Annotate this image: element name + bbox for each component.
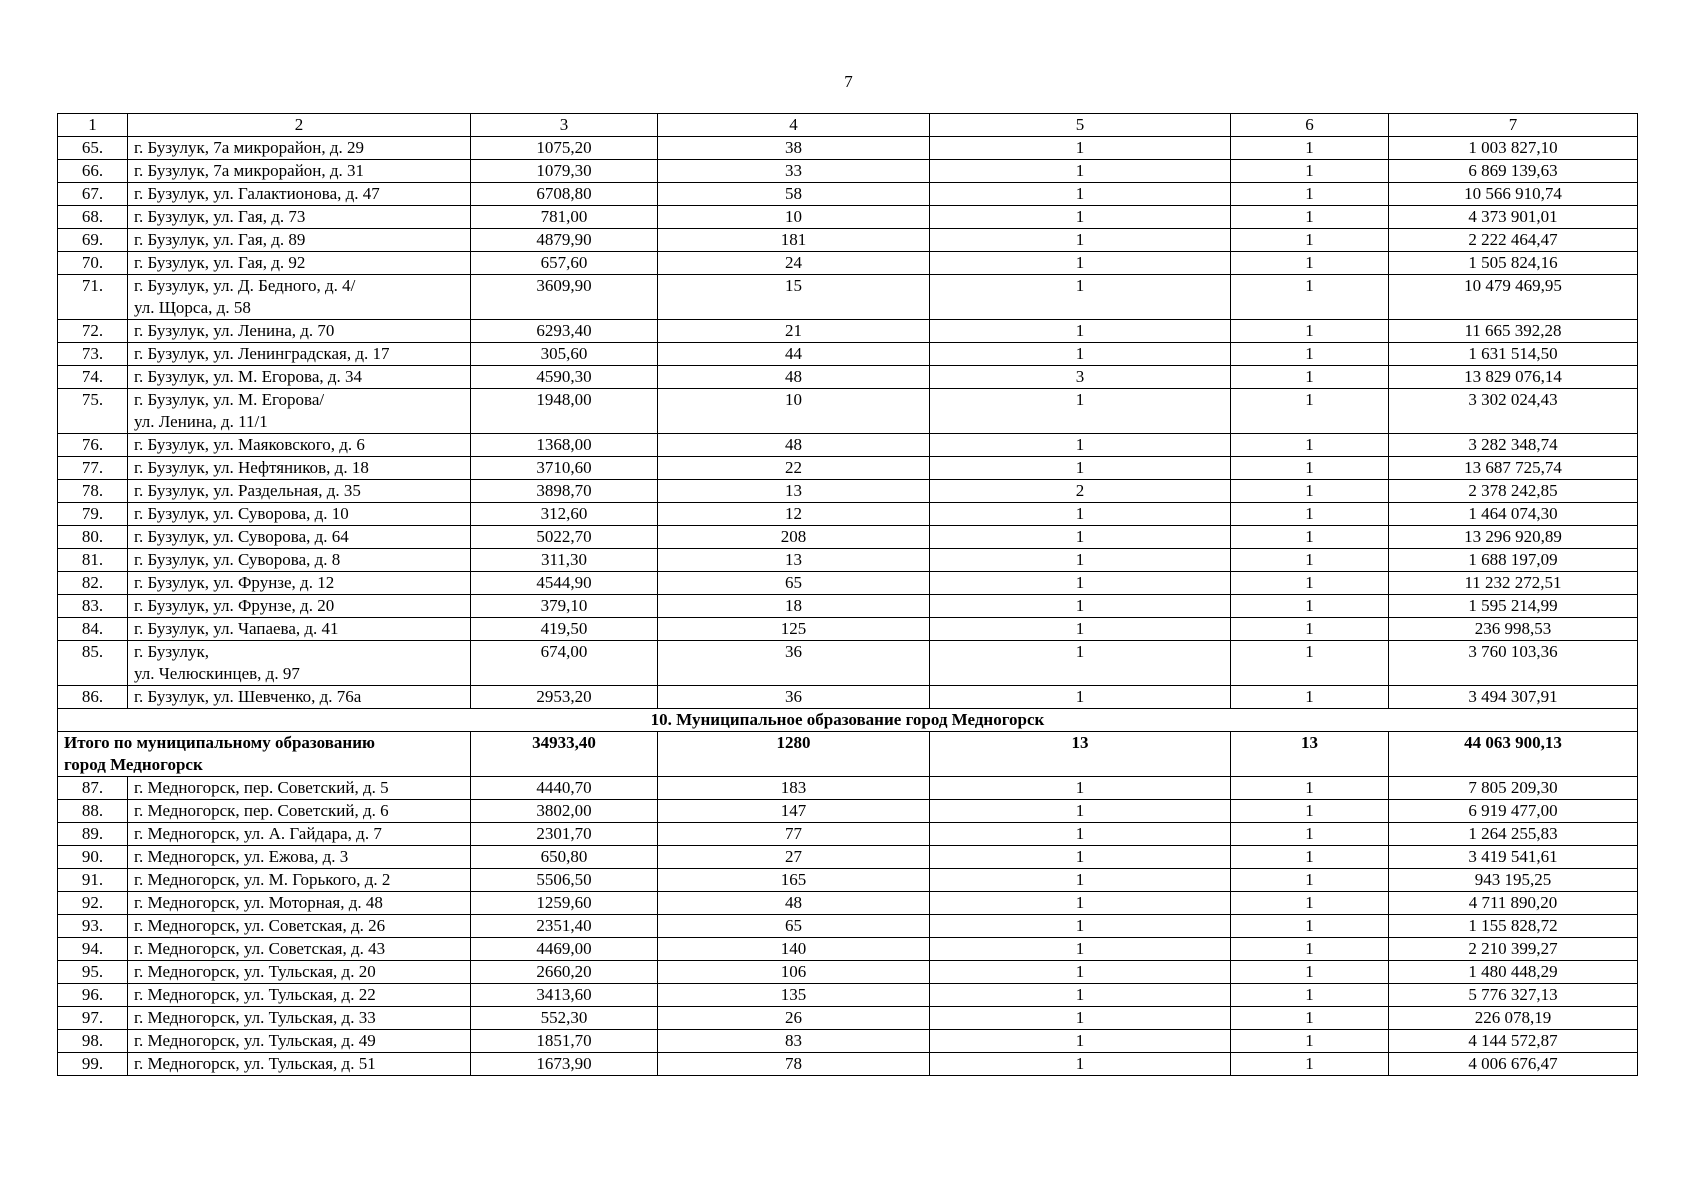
cost-cell: 3 494 307,91 xyxy=(1389,686,1638,709)
cost-cell: 7 805 209,30 xyxy=(1389,777,1638,800)
table-row xyxy=(58,846,1638,869)
address-cell: г. Медногорск, пер. Советский, д. 6 xyxy=(128,800,471,823)
total-row xyxy=(58,732,1638,777)
column-5-cell: 1 xyxy=(930,389,1231,434)
row-number: 72. xyxy=(58,320,128,343)
column-5-cell: 2 xyxy=(930,480,1231,503)
column-6-cell: 1 xyxy=(1231,938,1389,961)
area-cell: 1948,00 xyxy=(471,389,658,434)
column-6-cell: 1 xyxy=(1231,686,1389,709)
address-cell: г. Медногорск, пер. Советский, д. 5 xyxy=(128,777,471,800)
column-5-cell: 1 xyxy=(930,275,1231,320)
row-number: 85. xyxy=(58,641,128,686)
address-cell: г. Медногорск, ул. Тульская, д. 33 xyxy=(128,1007,471,1030)
row-number: 80. xyxy=(58,526,128,549)
cost-cell: 11 665 392,28 xyxy=(1389,320,1638,343)
column-5-cell: 1 xyxy=(930,503,1231,526)
column-5-cell: 1 xyxy=(930,183,1231,206)
table-row xyxy=(58,984,1638,1007)
row-number: 81. xyxy=(58,549,128,572)
area-cell: 2301,70 xyxy=(471,823,658,846)
area-cell: 2351,40 xyxy=(471,915,658,938)
table-row xyxy=(58,1030,1638,1053)
address-cell: г. Медногорск, ул. Тульская, д. 20 xyxy=(128,961,471,984)
address-cell: г. Бузулук, ул. Д. Бедного, д. 4/ ул. Щорса, д. 58 xyxy=(128,275,471,320)
area-cell: 4440,70 xyxy=(471,777,658,800)
area-cell: 6293,40 xyxy=(471,320,658,343)
column-5-cell: 1 xyxy=(930,320,1231,343)
cost-cell: 1 480 448,29 xyxy=(1389,961,1638,984)
address-cell: г. Бузулук, ул. Раздельная, д. 35 xyxy=(128,480,471,503)
column-6-cell: 1 xyxy=(1231,206,1389,229)
area-cell: 311,30 xyxy=(471,549,658,572)
table-row xyxy=(58,343,1638,366)
cost-cell: 236 998,53 xyxy=(1389,618,1638,641)
address-cell: г. Медногорск, ул. Моторная, д. 48 xyxy=(128,892,471,915)
area-cell: 2953,20 xyxy=(471,686,658,709)
table-row xyxy=(58,366,1638,389)
area-cell: 4879,90 xyxy=(471,229,658,252)
cost-cell: 943 195,25 xyxy=(1389,869,1638,892)
row-number: 65. xyxy=(58,137,128,160)
address-cell: г. Медногорск, ул. Советская, д. 26 xyxy=(128,915,471,938)
residents-cell: 208 xyxy=(658,526,930,549)
residents-cell: 15 xyxy=(658,275,930,320)
column-5-cell: 1 xyxy=(930,434,1231,457)
column-6-cell: 1 xyxy=(1231,1053,1389,1076)
row-number: 75. xyxy=(58,389,128,434)
table-row xyxy=(58,480,1638,503)
address-cell: г. Медногорск, ул. М. Горького, д. 2 xyxy=(128,869,471,892)
area-cell: 781,00 xyxy=(471,206,658,229)
cost-cell: 3 760 103,36 xyxy=(1389,641,1638,686)
row-number: 95. xyxy=(58,961,128,984)
residents-cell: 181 xyxy=(658,229,930,252)
area-cell: 1673,90 xyxy=(471,1053,658,1076)
residents-cell: 77 xyxy=(658,823,930,846)
row-number: 99. xyxy=(58,1053,128,1076)
row-number: 71. xyxy=(58,275,128,320)
table-row xyxy=(58,252,1638,275)
address-cell: г. Бузулук, ул. Суворова, д. 8 xyxy=(128,549,471,572)
total-cost: 44 063 900,13 xyxy=(1389,732,1638,777)
cost-cell: 6 919 477,00 xyxy=(1389,800,1638,823)
address-cell: г. Медногорск, ул. А. Гайдара, д. 7 xyxy=(128,823,471,846)
residents-cell: 26 xyxy=(658,1007,930,1030)
total-column-6: 13 xyxy=(1231,732,1389,777)
table-row xyxy=(58,160,1638,183)
residents-cell: 65 xyxy=(658,915,930,938)
column-6-cell: 1 xyxy=(1231,503,1389,526)
column-6-cell: 1 xyxy=(1231,160,1389,183)
residents-cell: 125 xyxy=(658,618,930,641)
column-5-cell: 1 xyxy=(930,869,1231,892)
residents-cell: 78 xyxy=(658,1053,930,1076)
column-6-cell: 1 xyxy=(1231,641,1389,686)
row-number: 82. xyxy=(58,572,128,595)
column-6-cell: 1 xyxy=(1231,526,1389,549)
row-number: 77. xyxy=(58,457,128,480)
column-5-cell: 1 xyxy=(930,206,1231,229)
table-row xyxy=(58,1007,1638,1030)
table-row xyxy=(58,892,1638,915)
residents-cell: 44 xyxy=(658,343,930,366)
area-cell: 6708,80 xyxy=(471,183,658,206)
row-number: 70. xyxy=(58,252,128,275)
column-5-cell: 1 xyxy=(930,526,1231,549)
column-6-cell: 1 xyxy=(1231,549,1389,572)
address-cell: г. Бузулук, ул. Гая, д. 73 xyxy=(128,206,471,229)
column-number-row xyxy=(58,114,1638,137)
residents-cell: 18 xyxy=(658,595,930,618)
residents-cell: 10 xyxy=(658,206,930,229)
address-cell: г. Бузулук, 7а микрорайон, д. 29 xyxy=(128,137,471,160)
section-title-row xyxy=(58,709,1638,732)
row-number: 78. xyxy=(58,480,128,503)
residents-cell: 27 xyxy=(658,846,930,869)
column-header: 7 xyxy=(1389,114,1638,137)
column-5-cell: 1 xyxy=(930,892,1231,915)
table-row xyxy=(58,503,1638,526)
residents-cell: 36 xyxy=(658,641,930,686)
address-cell: г. Бузулук, ул. Гая, д. 89 xyxy=(128,229,471,252)
address-cell: г. Бузулук, ул. Суворова, д. 64 xyxy=(128,526,471,549)
area-cell: 5506,50 xyxy=(471,869,658,892)
column-5-cell: 1 xyxy=(930,160,1231,183)
cost-cell: 10 479 469,95 xyxy=(1389,275,1638,320)
cost-cell: 3 302 024,43 xyxy=(1389,389,1638,434)
address-cell: г. Бузулук, ул. Челюскинцев, д. 97 xyxy=(128,641,471,686)
address-cell: г. Бузулук, ул. Маяковского, д. 6 xyxy=(128,434,471,457)
column-6-cell: 1 xyxy=(1231,869,1389,892)
table-row xyxy=(58,572,1638,595)
area-cell: 674,00 xyxy=(471,641,658,686)
column-5-cell: 1 xyxy=(930,938,1231,961)
column-6-cell: 1 xyxy=(1231,846,1389,869)
area-cell: 1075,20 xyxy=(471,137,658,160)
column-header: 2 xyxy=(128,114,471,137)
column-6-cell: 1 xyxy=(1231,366,1389,389)
address-cell: г. Медногорск, ул. Тульская, д. 49 xyxy=(128,1030,471,1053)
column-5-cell: 1 xyxy=(930,343,1231,366)
address-cell: г. Медногорск, ул. Тульская, д. 22 xyxy=(128,984,471,1007)
area-cell: 657,60 xyxy=(471,252,658,275)
area-cell: 1079,30 xyxy=(471,160,658,183)
area-cell: 3802,00 xyxy=(471,800,658,823)
row-number: 66. xyxy=(58,160,128,183)
table-row xyxy=(58,434,1638,457)
cost-cell: 3 282 348,74 xyxy=(1389,434,1638,457)
residents-cell: 24 xyxy=(658,252,930,275)
table-row xyxy=(58,526,1638,549)
column-6-cell: 1 xyxy=(1231,275,1389,320)
table-row xyxy=(58,800,1638,823)
cost-cell: 4 373 901,01 xyxy=(1389,206,1638,229)
residents-cell: 165 xyxy=(658,869,930,892)
row-number: 90. xyxy=(58,846,128,869)
address-cell: г. Бузулук, ул. Шевченко, д. 76а xyxy=(128,686,471,709)
cost-cell: 10 566 910,74 xyxy=(1389,183,1638,206)
column-header: 6 xyxy=(1231,114,1389,137)
table-row xyxy=(58,137,1638,160)
area-cell: 379,10 xyxy=(471,595,658,618)
column-6-cell: 1 xyxy=(1231,457,1389,480)
area-cell: 552,30 xyxy=(471,1007,658,1030)
area-cell: 3710,60 xyxy=(471,457,658,480)
row-number: 73. xyxy=(58,343,128,366)
residents-cell: 13 xyxy=(658,549,930,572)
column-5-cell: 1 xyxy=(930,800,1231,823)
cost-cell: 1 505 824,16 xyxy=(1389,252,1638,275)
row-number: 97. xyxy=(58,1007,128,1030)
column-5-cell: 1 xyxy=(930,846,1231,869)
address-cell: г. Бузулук, ул. Чапаева, д. 41 xyxy=(128,618,471,641)
residents-cell: 65 xyxy=(658,572,930,595)
residents-cell: 22 xyxy=(658,457,930,480)
column-6-cell: 1 xyxy=(1231,892,1389,915)
row-number: 69. xyxy=(58,229,128,252)
column-6-cell: 1 xyxy=(1231,389,1389,434)
residents-cell: 33 xyxy=(658,160,930,183)
column-5-cell: 1 xyxy=(930,961,1231,984)
total-residents: 1280 xyxy=(658,732,930,777)
column-5-cell: 1 xyxy=(930,984,1231,1007)
cost-cell: 4 711 890,20 xyxy=(1389,892,1638,915)
column-6-cell: 1 xyxy=(1231,961,1389,984)
residents-cell: 38 xyxy=(658,137,930,160)
area-cell: 2660,20 xyxy=(471,961,658,984)
cost-cell: 2 210 399,27 xyxy=(1389,938,1638,961)
column-5-cell: 1 xyxy=(930,595,1231,618)
row-number: 92. xyxy=(58,892,128,915)
row-number: 74. xyxy=(58,366,128,389)
total-column-5: 13 xyxy=(930,732,1231,777)
column-5-cell: 1 xyxy=(930,457,1231,480)
row-number: 76. xyxy=(58,434,128,457)
table-row xyxy=(58,618,1638,641)
table-row xyxy=(58,686,1638,709)
column-6-cell: 1 xyxy=(1231,800,1389,823)
area-cell: 5022,70 xyxy=(471,526,658,549)
area-cell: 1368,00 xyxy=(471,434,658,457)
area-cell: 4590,30 xyxy=(471,366,658,389)
table-row xyxy=(58,869,1638,892)
total-area: 34933,40 xyxy=(471,732,658,777)
cost-cell: 226 078,19 xyxy=(1389,1007,1638,1030)
column-6-cell: 1 xyxy=(1231,1007,1389,1030)
table-row xyxy=(58,229,1638,252)
cost-cell: 11 232 272,51 xyxy=(1389,572,1638,595)
column-5-cell: 1 xyxy=(930,915,1231,938)
row-number: 98. xyxy=(58,1030,128,1053)
residents-cell: 48 xyxy=(658,366,930,389)
row-number: 89. xyxy=(58,823,128,846)
column-6-cell: 1 xyxy=(1231,434,1389,457)
column-6-cell: 1 xyxy=(1231,595,1389,618)
column-5-cell: 1 xyxy=(930,777,1231,800)
address-cell: г. Бузулук, ул. Ленинградская, д. 17 xyxy=(128,343,471,366)
residents-cell: 12 xyxy=(658,503,930,526)
residents-cell: 48 xyxy=(658,434,930,457)
cost-cell: 5 776 327,13 xyxy=(1389,984,1638,1007)
column-6-cell: 1 xyxy=(1231,343,1389,366)
row-number: 83. xyxy=(58,595,128,618)
address-cell: г. Бузулук, ул. М. Егорова, д. 34 xyxy=(128,366,471,389)
table-row xyxy=(58,641,1638,686)
column-header: 4 xyxy=(658,114,930,137)
cost-cell: 2 378 242,85 xyxy=(1389,480,1638,503)
row-number: 96. xyxy=(58,984,128,1007)
row-number: 68. xyxy=(58,206,128,229)
area-cell: 3413,60 xyxy=(471,984,658,1007)
cost-cell: 1 688 197,09 xyxy=(1389,549,1638,572)
column-6-cell: 1 xyxy=(1231,229,1389,252)
residents-cell: 135 xyxy=(658,984,930,1007)
column-header: 5 xyxy=(930,114,1231,137)
cost-cell: 3 419 541,61 xyxy=(1389,846,1638,869)
area-cell: 650,80 xyxy=(471,846,658,869)
column-5-cell: 1 xyxy=(930,823,1231,846)
column-6-cell: 1 xyxy=(1231,823,1389,846)
table-row xyxy=(58,595,1638,618)
cost-cell: 1 631 514,50 xyxy=(1389,343,1638,366)
address-cell: г. Медногорск, ул. Тульская, д. 51 xyxy=(128,1053,471,1076)
column-5-cell: 1 xyxy=(930,229,1231,252)
row-number: 93. xyxy=(58,915,128,938)
cost-cell: 1 464 074,30 xyxy=(1389,503,1638,526)
cost-cell: 6 869 139,63 xyxy=(1389,160,1638,183)
column-5-cell: 1 xyxy=(930,549,1231,572)
address-cell: г. Бузулук, ул. Суворова, д. 10 xyxy=(128,503,471,526)
column-6-cell: 1 xyxy=(1231,183,1389,206)
table-row xyxy=(58,457,1638,480)
area-cell: 3898,70 xyxy=(471,480,658,503)
column-6-cell: 1 xyxy=(1231,1030,1389,1053)
address-cell: г. Медногорск, ул. Советская, д. 43 xyxy=(128,938,471,961)
residents-cell: 10 xyxy=(658,389,930,434)
area-cell: 1259,60 xyxy=(471,892,658,915)
column-6-cell: 1 xyxy=(1231,618,1389,641)
table-row xyxy=(58,183,1638,206)
residents-cell: 83 xyxy=(658,1030,930,1053)
cost-cell: 1 264 255,83 xyxy=(1389,823,1638,846)
row-number: 86. xyxy=(58,686,128,709)
table-row xyxy=(58,389,1638,434)
table-row xyxy=(58,938,1638,961)
cost-cell: 4 144 572,87 xyxy=(1389,1030,1638,1053)
cost-cell: 13 296 920,89 xyxy=(1389,526,1638,549)
table-row xyxy=(58,777,1638,800)
address-cell: г. Бузулук, ул. Фрунзе, д. 12 xyxy=(128,572,471,595)
cost-cell: 1 595 214,99 xyxy=(1389,595,1638,618)
column-5-cell: 1 xyxy=(930,1007,1231,1030)
residents-cell: 13 xyxy=(658,480,930,503)
residents-cell: 140 xyxy=(658,938,930,961)
cost-cell: 1 155 828,72 xyxy=(1389,915,1638,938)
cost-cell: 4 006 676,47 xyxy=(1389,1053,1638,1076)
address-cell: г. Бузулук, ул. Галактионова, д. 47 xyxy=(128,183,471,206)
section-title: 10. Муниципальное образование город Медногорск xyxy=(58,709,1638,732)
row-number: 79. xyxy=(58,503,128,526)
column-5-cell: 1 xyxy=(930,641,1231,686)
area-cell: 4469,00 xyxy=(471,938,658,961)
column-5-cell: 1 xyxy=(930,572,1231,595)
residents-cell: 48 xyxy=(658,892,930,915)
column-5-cell: 3 xyxy=(930,366,1231,389)
column-6-cell: 1 xyxy=(1231,984,1389,1007)
address-cell: г. Бузулук, ул. М. Егорова/ ул. Ленина, д. 11/1 xyxy=(128,389,471,434)
column-header: 3 xyxy=(471,114,658,137)
column-6-cell: 1 xyxy=(1231,777,1389,800)
cost-cell: 1 003 827,10 xyxy=(1389,137,1638,160)
area-cell: 3609,90 xyxy=(471,275,658,320)
cost-cell: 2 222 464,47 xyxy=(1389,229,1638,252)
column-6-cell: 1 xyxy=(1231,572,1389,595)
row-number: 87. xyxy=(58,777,128,800)
row-number: 88. xyxy=(58,800,128,823)
cost-cell: 13 829 076,14 xyxy=(1389,366,1638,389)
data-table xyxy=(57,113,1638,1076)
column-5-cell: 1 xyxy=(930,1053,1231,1076)
column-6-cell: 1 xyxy=(1231,480,1389,503)
residents-cell: 106 xyxy=(658,961,930,984)
row-number: 94. xyxy=(58,938,128,961)
column-5-cell: 1 xyxy=(930,137,1231,160)
row-number: 84. xyxy=(58,618,128,641)
column-5-cell: 1 xyxy=(930,1030,1231,1053)
address-cell: г. Медногорск, ул. Ежова, д. 3 xyxy=(128,846,471,869)
page-number: 7 xyxy=(844,72,853,91)
area-cell: 419,50 xyxy=(471,618,658,641)
column-5-cell: 1 xyxy=(930,618,1231,641)
area-cell: 4544,90 xyxy=(471,572,658,595)
row-number: 91. xyxy=(58,869,128,892)
table-row xyxy=(58,915,1638,938)
table-row xyxy=(58,549,1638,572)
residents-cell: 147 xyxy=(658,800,930,823)
residents-cell: 21 xyxy=(658,320,930,343)
address-cell: г. Бузулук, 7а микрорайон, д. 31 xyxy=(128,160,471,183)
column-6-cell: 1 xyxy=(1231,252,1389,275)
area-cell: 305,60 xyxy=(471,343,658,366)
column-6-cell: 1 xyxy=(1231,320,1389,343)
column-header: 1 xyxy=(58,114,128,137)
cost-cell: 13 687 725,74 xyxy=(1389,457,1638,480)
table-row xyxy=(58,275,1638,320)
column-5-cell: 1 xyxy=(930,252,1231,275)
total-label: Итого по муниципальному образованию город Медногорск xyxy=(58,732,471,777)
column-6-cell: 1 xyxy=(1231,137,1389,160)
address-cell: г. Бузулук, ул. Ленина, д. 70 xyxy=(128,320,471,343)
address-cell: г. Бузулук, ул. Фрунзе, д. 20 xyxy=(128,595,471,618)
address-cell: г. Бузулук, ул. Гая, д. 92 xyxy=(128,252,471,275)
residents-cell: 183 xyxy=(658,777,930,800)
column-5-cell: 1 xyxy=(930,686,1231,709)
table-row xyxy=(58,823,1638,846)
residents-cell: 58 xyxy=(658,183,930,206)
column-6-cell: 1 xyxy=(1231,915,1389,938)
residents-cell: 36 xyxy=(658,686,930,709)
table-row xyxy=(58,961,1638,984)
address-cell: г. Бузулук, ул. Нефтяников, д. 18 xyxy=(128,457,471,480)
area-cell: 1851,70 xyxy=(471,1030,658,1053)
row-number: 67. xyxy=(58,183,128,206)
table-row xyxy=(58,320,1638,343)
table-row xyxy=(58,1053,1638,1076)
table-row xyxy=(58,206,1638,229)
area-cell: 312,60 xyxy=(471,503,658,526)
